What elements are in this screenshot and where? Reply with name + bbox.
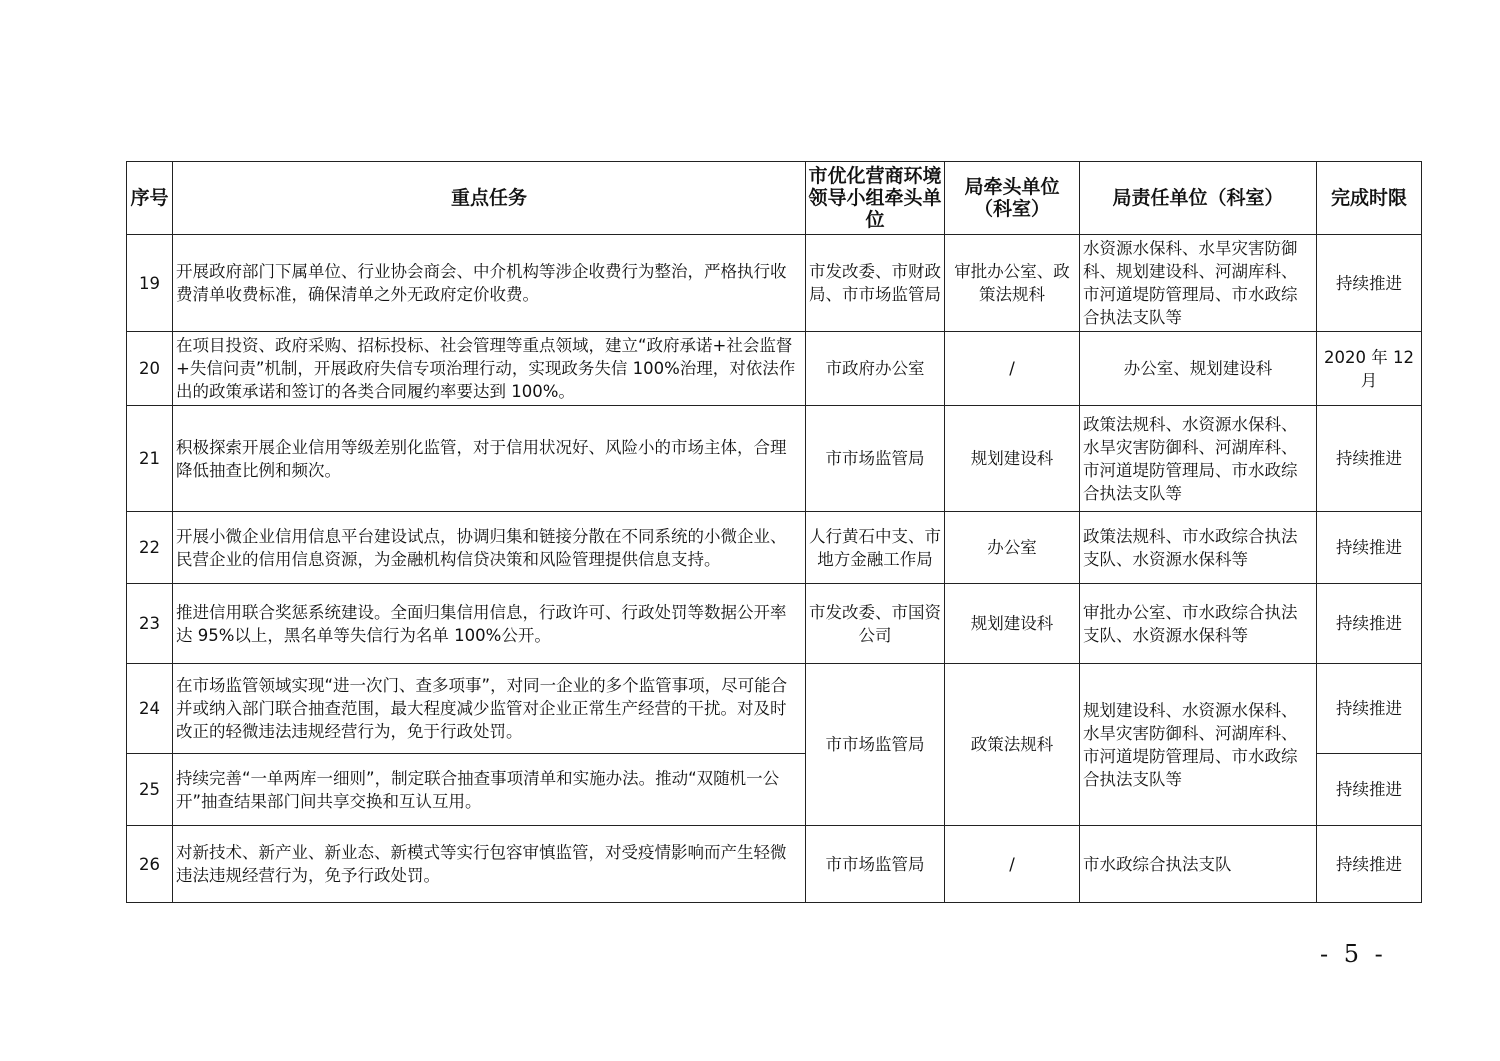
row-city-lead: 市市场监管局 bbox=[806, 664, 945, 826]
table-row bbox=[127, 512, 1422, 584]
table-row bbox=[127, 332, 1422, 406]
row-bureau-resp: 水资源水保科、水旱灾害防御科、规划建设科、河湖库科、市河道堤防管理局、市水政综合执法支队等 bbox=[1080, 235, 1317, 332]
row-task: 对新技术、新产业、新业态、新模式等实行包容审慎监管，对受疫情影响而产生轻微违法违规经营行为，免予行政处罚。 bbox=[173, 826, 806, 903]
header-city-lead: 市优化营商环境领导小组牵头单位 bbox=[806, 162, 945, 235]
row-bureau-resp: 办公室、规划建设科 bbox=[1080, 332, 1317, 406]
row-deadline: 持续推进 bbox=[1317, 754, 1422, 826]
row-seq: 25 bbox=[127, 754, 173, 826]
row-task: 开展小微企业信用信息平台建设试点，协调归集和链接分散在不同系统的小微企业、民营企业的信用信息资源，为金融机构信贷决策和风险管理提供信息支持。 bbox=[173, 512, 806, 584]
row-bureau-resp: 政策法规科、市水政综合执法支队、水资源水保科等 bbox=[1080, 512, 1317, 584]
row-deadline: 2020 年 12 月 bbox=[1317, 332, 1422, 406]
row-deadline: 持续推进 bbox=[1317, 664, 1422, 754]
row-city-lead: 市发改委、市国资公司 bbox=[806, 584, 945, 664]
row-bureau-lead: 政策法规科 bbox=[945, 664, 1080, 826]
table-header-row bbox=[127, 162, 1422, 235]
row-bureau-resp: 市水政综合执法支队 bbox=[1080, 826, 1317, 903]
row-seq: 20 bbox=[127, 332, 173, 406]
row-seq: 23 bbox=[127, 584, 173, 664]
table-row bbox=[127, 406, 1422, 512]
row-seq: 26 bbox=[127, 826, 173, 903]
row-city-lead: 市发改委、市财政局、市市场监管局 bbox=[806, 235, 945, 332]
row-task: 推进信用联合奖惩系统建设。全面归集信用信息，行政许可、行政处罚等数据公开率达 95%以上，黑名单等失信行为名单 100%公开。 bbox=[173, 584, 806, 664]
row-bureau-resp: 政策法规科、水资源水保科、水旱灾害防御科、河湖库科、市河道堤防管理局、市水政综合执法支队等 bbox=[1080, 406, 1317, 512]
row-bureau-lead: 规划建设科 bbox=[945, 406, 1080, 512]
row-bureau-lead: 规划建设科 bbox=[945, 584, 1080, 664]
row-city-lead: 市市场监管局 bbox=[806, 826, 945, 903]
row-deadline: 持续推进 bbox=[1317, 235, 1422, 332]
row-bureau-lead: / bbox=[945, 826, 1080, 903]
row-city-lead: 市市场监管局 bbox=[806, 406, 945, 512]
table-row bbox=[127, 664, 1422, 754]
row-deadline: 持续推进 bbox=[1317, 826, 1422, 903]
row-bureau-lead: / bbox=[945, 332, 1080, 406]
row-seq: 21 bbox=[127, 406, 173, 512]
table-row bbox=[127, 584, 1422, 664]
row-seq: 24 bbox=[127, 664, 173, 754]
header-deadline: 完成时限 bbox=[1317, 162, 1422, 235]
row-bureau-resp: 审批办公室、市水政综合执法支队、水资源水保科等 bbox=[1080, 584, 1317, 664]
row-deadline: 持续推进 bbox=[1317, 584, 1422, 664]
table-row bbox=[127, 235, 1422, 332]
row-city-lead: 人行黄石中支、市地方金融工作局 bbox=[806, 512, 945, 584]
row-seq: 22 bbox=[127, 512, 173, 584]
table-row bbox=[127, 826, 1422, 903]
row-bureau-resp: 规划建设科、水资源水保科、水旱灾害防御科、河湖库科、市河道堤防管理局、市水政综合执法支队等 bbox=[1080, 664, 1317, 826]
row-task: 开展政府部门下属单位、行业协会商会、中介机构等涉企收费行为整治，严格执行收费清单收费标准，确保清单之外无政府定价收费。 bbox=[173, 235, 806, 332]
row-task: 在市场监管领域实现“进一次门、查多项事”，对同一企业的多个监管事项，尽可能合并或纳入部门联合抽查范围，最大程度减少监管对企业正常生产经营的干扰。对及时改正的轻微违法违规经营行为，免于行政处罚。 bbox=[173, 664, 806, 754]
row-bureau-lead: 审批办公室、政策法规科 bbox=[945, 235, 1080, 332]
row-seq: 19 bbox=[127, 235, 173, 332]
task-table bbox=[126, 161, 1422, 903]
row-task: 积极探索开展企业信用等级差别化监管，对于信用状况好、风险小的市场主体，合理降低抽查比例和频次。 bbox=[173, 406, 806, 512]
row-deadline: 持续推进 bbox=[1317, 512, 1422, 584]
header-task: 重点任务 bbox=[173, 162, 806, 235]
row-deadline: 持续推进 bbox=[1317, 406, 1422, 512]
header-seq: 序号 bbox=[127, 162, 173, 235]
row-city-lead: 市政府办公室 bbox=[806, 332, 945, 406]
row-bureau-lead: 办公室 bbox=[945, 512, 1080, 584]
row-task: 持续完善“一单两库一细则”，制定联合抽查事项清单和实施办法。推动“双随机一公开”抽查结果部门间共享交换和互认互用。 bbox=[173, 754, 806, 826]
row-task: 在项目投资、政府采购、招标投标、社会管理等重点领域，建立“政府承诺+社会监督+失信问责”机制，开展政府失信专项治理行动，实现政务失信 100%治理，对依法作出的政策承诺和签订的各类合同履约率要达到 100%。 bbox=[173, 332, 806, 406]
page-number: - 5 - bbox=[1320, 940, 1387, 968]
header-bureau-resp: 局责任单位（科室） bbox=[1080, 162, 1317, 235]
header-bureau-lead: 局牵头单位（科室） bbox=[945, 162, 1080, 235]
